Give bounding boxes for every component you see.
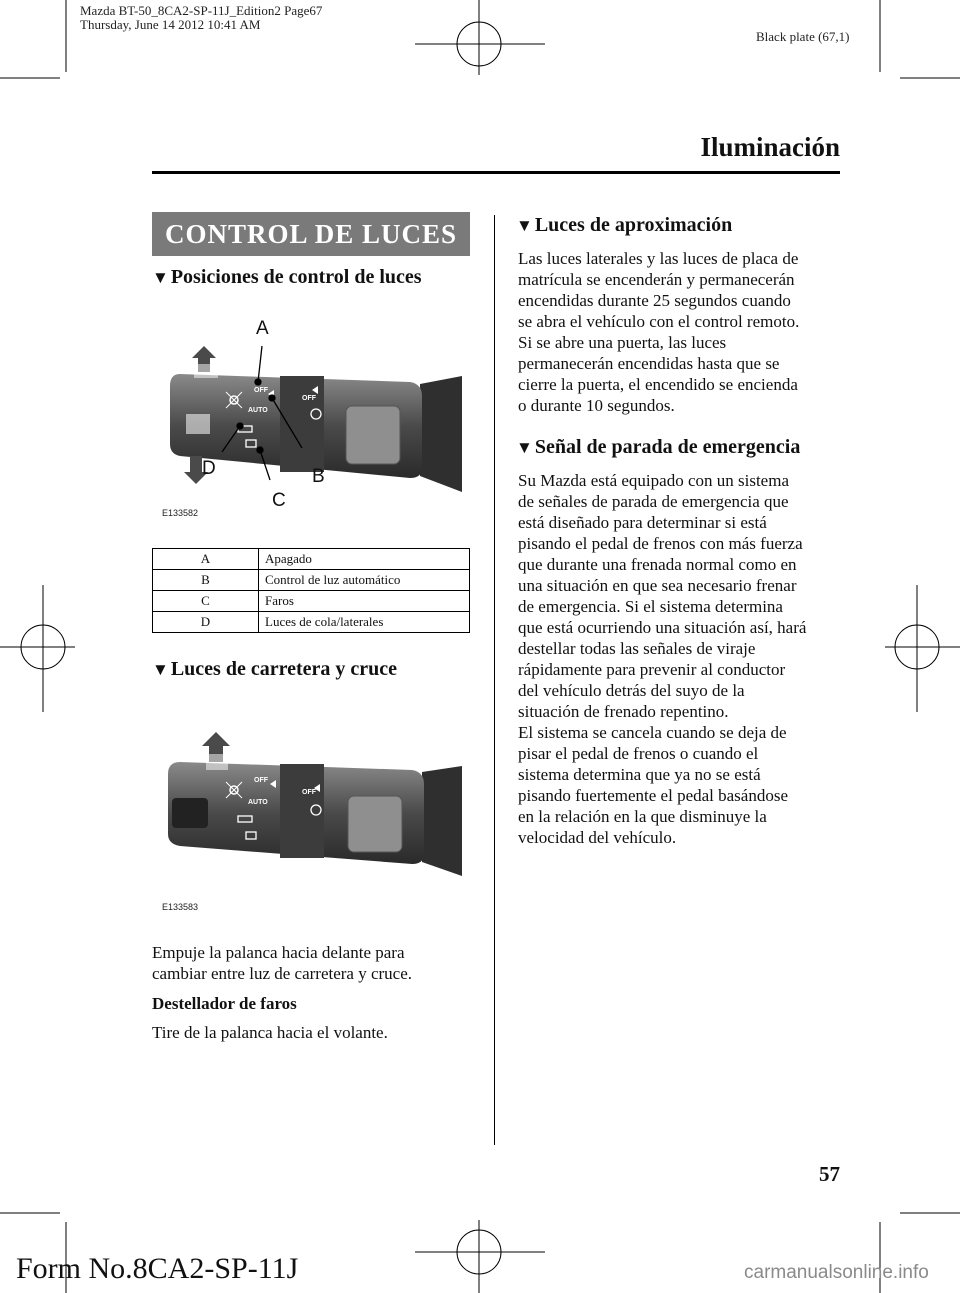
text-line: cambiar entre luz de carretera y cruce. (152, 964, 413, 983)
lever-fog-off-text: OFF (302, 395, 316, 402)
heading-senal (516, 436, 800, 459)
lever-off-text: OFF (254, 777, 268, 784)
heading-carretera (152, 658, 397, 681)
section-title: Iluminación (700, 132, 840, 162)
table-row (153, 591, 470, 612)
text-line: encendidas durante 25 segundos cuando (518, 291, 791, 310)
form-number: Form No.8CA2-SP-11J (16, 1252, 299, 1285)
legend-value: Control de luz automático (259, 570, 470, 591)
text-line: cierre la puerta, el encendido se encienda (518, 375, 798, 394)
light-switch-illustration (150, 316, 472, 524)
paragraph-senal (518, 470, 848, 848)
legend-key: D (153, 612, 259, 633)
text-line: Si se abre una puerta, las luces (518, 333, 727, 352)
lever-off-text: OFF (254, 387, 268, 394)
lever-auto-text: AUTO (248, 407, 268, 414)
high-beam-lever-illustration (150, 728, 472, 916)
text-line: pisando fuertemente el pedal basándose (518, 786, 789, 805)
text-line: sistema determina que ya no se está (518, 765, 761, 784)
legend-key: C (153, 591, 259, 612)
triangle-down-icon: ▼ (516, 438, 533, 457)
figure-code-2: E133583 (162, 902, 199, 912)
legend-table (152, 548, 470, 633)
print-file-line: Mazda BT-50_8CA2-SP-11J_Edition2 Page67 (80, 3, 323, 18)
heading-posiciones (152, 266, 422, 289)
legend-key: B (153, 570, 259, 591)
legend-value: Apagado (259, 549, 470, 570)
paragraph-aproximacion (518, 248, 848, 416)
heading-posiciones-text: Posiciones de control de luces (170, 266, 422, 288)
text-line: está diseñado para determinar si está (518, 513, 767, 532)
callout-d: D (202, 458, 216, 479)
figure-light-switch-positions (150, 316, 472, 524)
callout-a: A (256, 318, 269, 339)
text-line: de emergencia. Si el sistema determina (518, 597, 783, 616)
figure-high-low-beam (150, 728, 472, 916)
triangle-down-icon: ▼ (152, 268, 169, 287)
watermark: carmanualsonline.info (744, 1262, 929, 1283)
legend-value: Luces de cola/laterales (259, 612, 470, 633)
chapter-banner: CONTROL DE LUCES (152, 212, 470, 256)
table-row (153, 612, 470, 633)
column-divider (494, 215, 495, 1145)
text-line: matrícula se encenderán y permanecerán (518, 270, 795, 289)
text-line: situación de frenado repentino. (518, 702, 729, 721)
text-line: Su Mazda está equipado con un sistema (518, 471, 789, 490)
heading-aproximacion-text: Luces de aproximación (534, 214, 733, 236)
text-line: velocidad del vehículo. (518, 828, 677, 847)
text-line: o durante 10 segundos. (518, 396, 675, 415)
heading-senal-text: Señal de parada de emergencia (534, 436, 801, 458)
figure-code-1: E133582 (162, 508, 199, 518)
text-line: del vehículo detrás del suyo de la (518, 681, 745, 700)
text-line: pisando el pedal de frenos con más fuerza (518, 534, 803, 553)
legend-key: A (153, 549, 259, 570)
text-line: una situación en que sea necesario frenar (518, 576, 797, 595)
lever-fog-off-text: OFF (302, 789, 316, 796)
callout-b: B (312, 466, 325, 487)
lever-auto-text: AUTO (248, 799, 268, 806)
black-plate-label: Black plate (67,1) (756, 29, 850, 44)
text-line: permanecerán encendidas hasta que se (518, 354, 780, 373)
table-row (153, 549, 470, 570)
paragraph-tire: Tire de la palanca hacia el volante. (152, 1023, 388, 1042)
header-rule (152, 171, 840, 174)
triangle-down-icon: ▼ (152, 660, 169, 679)
text-line: en la relación en la que disminuye la (518, 807, 767, 826)
text-line: rápidamente para prevenir al conductor (518, 660, 786, 679)
text-line: destellar todas las señales de viraje (518, 639, 756, 658)
subheading-destellador: Destellador de faros (152, 994, 297, 1013)
page-number: 57 (819, 1162, 840, 1186)
callout-c: C (272, 490, 286, 511)
text-line: se abra el vehículo con el control remoto. (518, 312, 800, 331)
text-line: pisar el pedal de frenos o cuando el (518, 744, 759, 763)
table-row (153, 570, 470, 591)
heading-carretera-text: Luces de carretera y cruce (170, 658, 398, 680)
heading-aproximacion (516, 214, 732, 237)
text-line: Las luces laterales y las luces de placa de (518, 249, 799, 268)
print-date-line: Thursday, June 14 2012 10:41 AM (80, 17, 261, 32)
triangle-down-icon: ▼ (516, 216, 533, 235)
text-line: El sistema se cancela cuando se deja de (518, 723, 787, 742)
paragraph-empuje (152, 942, 482, 984)
text-line: de señales de parada de emergencia que (518, 492, 789, 511)
text-line: que está ocurriendo una situación así, hará (518, 618, 807, 637)
legend-value: Faros (259, 591, 470, 612)
text-line: Empuje la palanca hacia delante para (152, 943, 405, 962)
text-line: que durante una frenada normal como en (518, 555, 797, 574)
